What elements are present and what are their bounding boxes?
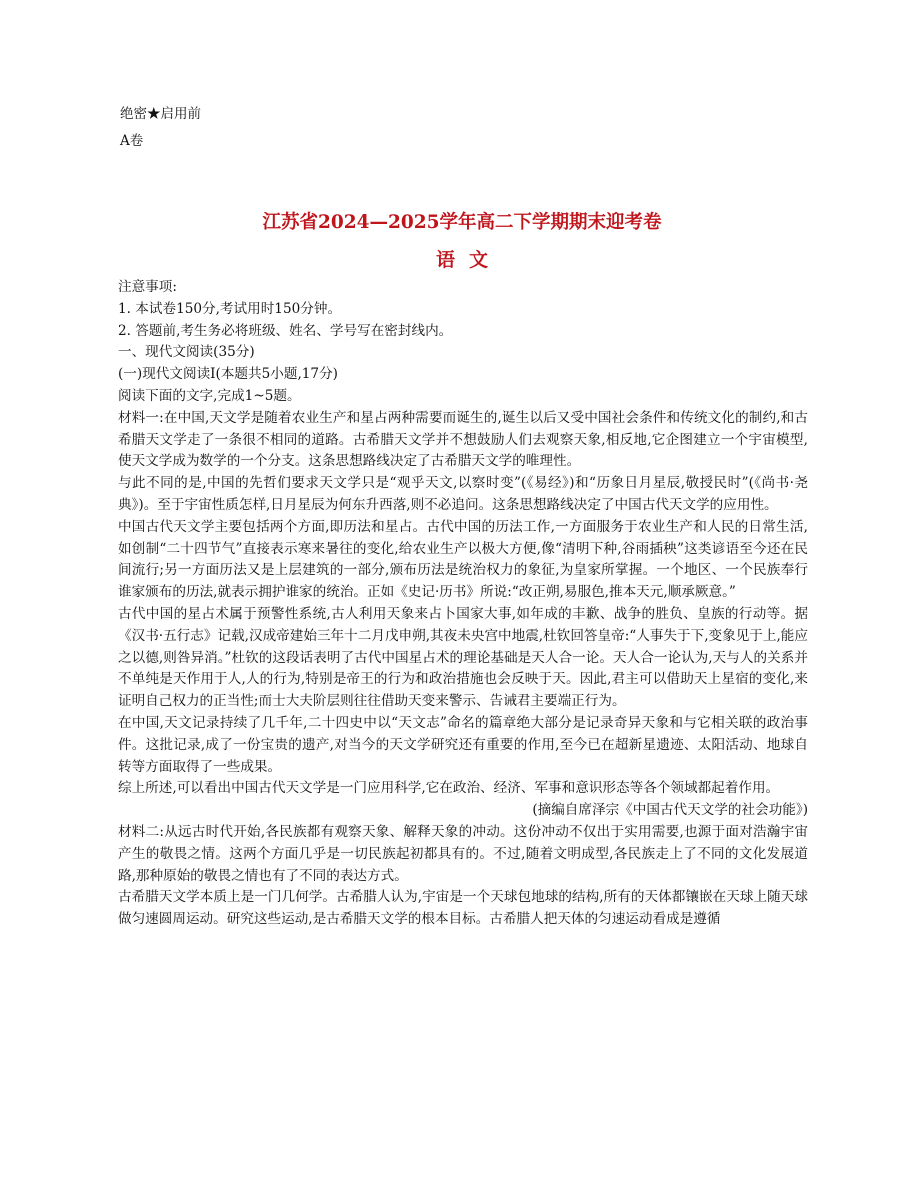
section-subheading: (一)现代文阅读Ⅰ(本题共5小题,17分) — [118, 366, 338, 383]
exam-body — [118, 277, 808, 931]
section-heading: 一、现代文阅读(35分) — [118, 344, 255, 361]
material1-paragraph: 综上所述,可以看出中国古代天文学是一门应用科学,它在政治、经济、军事和意识形态等各个领域都起着作用。 — [118, 780, 780, 797]
material2-paragraph: 材料二:从远古时代开始,各民族都有观察天象、解释天象的冲动。这份冲动不仅出于实用需要,也源于面对浩瀚宇宙产生的敬畏之情。这两个方面几乎是一切民族起初都具有的。不过,随着文明成型,各民族走上了不同的文化发展道路,那种原始的敬畏之情也有了不同的表达方式。 — [118, 823, 808, 884]
material1-source: (摘编自席泽宗《中国古代天文学的社会功能》) — [532, 802, 808, 819]
material1-paragraph: 古代中国的星占术属于预警性系统,古人利用天象来占卜国家大事,如年成的丰歉、战争的胜负、皇族的行动等。据《汉书·五行志》记载,汉成帝建始三年十二月戊申朔,其夜未央宫中地震,杜钦回答皇帝:“人事失于下,变象见于上,能应之以德,则咎异消。”杜钦的这段话表明了古代中国星占术的理论基础是天人合一论。天人合一论认为,天与人的关系并不单纯是天作用于人,人的行为,特别是帝王的行为和政治措施也会反映于天。因此,君主可以借助天上星宿的变化,来证明自己权力的正当性;而士大夫阶层则往往借助天变来警示、告诫君主要端正行为。 — [118, 605, 808, 710]
material1-paragraph: 中国古代天文学主要包括两个方面,即历法和星占。古代中国的历法工作,一方面服务于农业生产和人民的日常生活,如创制“二十四节气”直接表示寒来暑往的变化,给农业生产以极大方便,像“清明下种,谷雨插秧”这类谚语至今还在民间流行;另一方面历法又是上层建筑的一部分,颁布历法是统治权力的象征,为皇家所掌握。一个地区、一个民族奉行谁家颁布的历法,就表示拥护谁家的统治。正如《史记·历书》所说:“改正朔,易服色,推本天元,顺承厥意。” — [118, 518, 808, 601]
material1-paragraph: 与此不同的是,中国的先哲们要求天文学只是“观乎天文,以察时变”(《易经》)和“历象日月星辰,敬授民时”(《尚书·尧典》)。至于宇宙性质怎样,日月星辰为何东升西落,则不必追问。这条思想路线决定了中国古代天文学的应用性。 — [118, 475, 808, 513]
material2-paragraph: 古希腊天文学本质上是一门几何学。古希腊人认为,宇宙是一个天球包地球的结构,所有的天体都镶嵌在天球上随天球做匀速圆周运动。研究这些运动,是古希腊天文学的根本目标。古希腊人把天体的匀速运动看成是遵循 — [118, 889, 808, 928]
material1-paragraph: 在中国,天文记录持续了几千年,二十四史中以“天文志”命名的篇章绝大部分是记录奇异天象和与它相关联的政治事件。这批记录,成了一份宝贵的遗产,对当今的天文学研究还有重要的作用,至今已在超新星遗迹、太阳活动、地球自转等方面取得了一些成果。 — [118, 714, 808, 775]
note-item: 1. 本试卷150分,考试用时150分钟。 — [118, 300, 342, 317]
exam-title: 江苏省2024—2025学年高二下学期期末迎考卷 — [262, 212, 662, 233]
note-item: 2. 答题前,考生务必将班级、姓名、学号写在密封线内。 — [118, 322, 453, 339]
material1-paragraph: 材料一:在中国,天文学是随着农业生产和星占两种需要而诞生的,诞生以后又受中国社会条件和传统文化的制约,和古希腊天文学走了一条很不相同的道路。古希腊天文学并不想鼓励人们去观察天象,相反地,它企图建立一个宇宙模型,使天文学成为数学的一个分支。这条思想路线决定了古希腊天文学的唯理性。 — [118, 409, 808, 470]
subject-title: 语文 — [435, 249, 502, 271]
reading-instruction: 阅读下面的文字,完成1~5题。 — [118, 387, 301, 404]
notes-heading: 注意事项: — [118, 279, 177, 295]
volume-label: A卷 — [120, 133, 144, 149]
confidential-label: 绝密★启用前 — [120, 106, 201, 122]
